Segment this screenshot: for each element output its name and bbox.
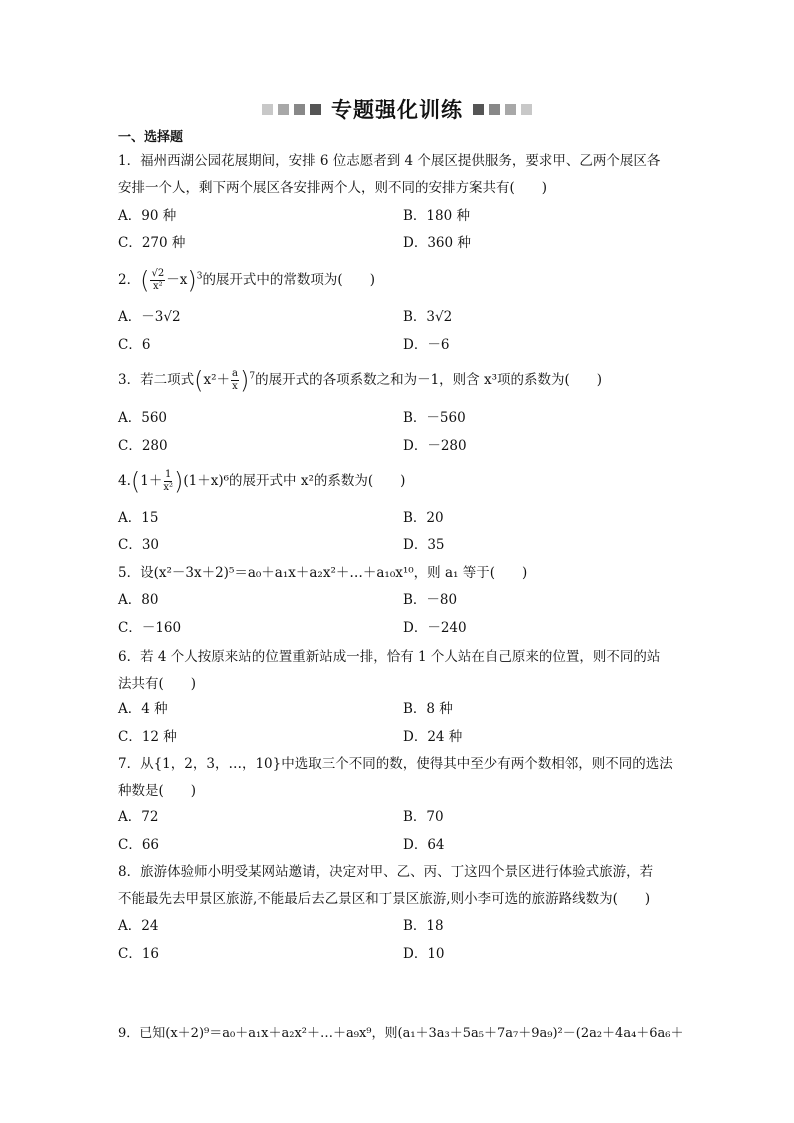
expression-head: x²＋	[203, 372, 230, 388]
question-text: 的展开式中的常数项为( )	[202, 272, 375, 288]
page-header	[0, 94, 794, 124]
question-text-line: 6．若 4 个人按原来站的位置重新站成一排，恰有 1 个人站在自己原来的位置，则不同的站	[118, 649, 661, 665]
option-b: B．－80	[403, 592, 458, 608]
option-c: C．－160	[118, 620, 182, 636]
question-prefix: 3．若二项式	[118, 372, 195, 388]
expression-head: 1＋	[140, 473, 163, 489]
question-number: 4.	[118, 473, 131, 489]
expression-tail: －x	[166, 272, 188, 288]
exponent: 3	[196, 271, 203, 282]
question-text-line: 法共有( )	[118, 676, 197, 692]
decor-square	[489, 104, 500, 115]
question-text-line: 1．福州西湖公园花展期间，安排 6 位志愿者到 4 个展区提供服务，要求甲、乙两个展区各	[118, 153, 661, 169]
question-text-line: 不能最先去甲景区旅游,不能最后去乙景区和丁景区旅游,则小李可选的旅游路线数为( )	[118, 891, 651, 907]
decor-square	[294, 104, 305, 115]
fraction-denominator: x²	[153, 281, 163, 292]
decor-square	[310, 104, 321, 115]
right-square-decoration	[473, 104, 532, 115]
fraction	[163, 469, 173, 494]
option-a: A．24	[118, 918, 159, 934]
question-text-line: 种数是( )	[118, 783, 197, 799]
question-8	[118, 859, 683, 913]
option-b: B．70	[403, 809, 444, 825]
left-paren: (	[130, 467, 141, 496]
fraction-denominator: x²	[163, 482, 174, 493]
question-text-line: 8．旅游体验师小明受某网站邀请，决定对甲、乙、丙、丁这四个景区进行体验式旅游，若	[118, 864, 654, 880]
option-b: B．－560	[403, 410, 466, 426]
question-6	[118, 644, 678, 698]
question-4	[118, 462, 678, 500]
question-text-line: 安排一个人，剩下两个展区各安排两个人，则不同的安排方案共有( )	[118, 180, 548, 196]
option-a: A．72	[118, 809, 159, 825]
fraction	[231, 368, 239, 393]
option-c: C．66	[118, 837, 160, 853]
decor-square	[473, 104, 484, 115]
right-paren: )	[239, 366, 250, 395]
right-paren: )	[187, 266, 197, 295]
option-d: D．－240	[403, 620, 467, 636]
fraction	[150, 268, 165, 293]
option-d: D．－280	[403, 438, 467, 454]
decor-square	[278, 104, 289, 115]
option-b: B．8 种	[403, 701, 453, 717]
option-c: C．270 种	[118, 235, 186, 251]
option-a: A．80	[118, 592, 159, 608]
option-c: C．280	[118, 438, 168, 454]
option-b: B．20	[403, 510, 444, 526]
option-d: D．24 种	[403, 729, 463, 745]
question-5: 5．设(x²－3x＋2)⁵＝a₀＋a₁x＋a₂x²＋…＋a₁₀x¹⁰，则 a₁ 等于( )	[118, 565, 528, 581]
option-d: D．360 种	[403, 235, 471, 251]
right-paren: )	[174, 467, 184, 496]
question-2	[118, 262, 678, 298]
section-heading: 一、选择题	[118, 130, 184, 145]
option-c: C．6	[118, 337, 151, 353]
option-a: A．560	[118, 410, 168, 426]
question-text: 的展开式的各项系数之和为－1，则含 x³项的系数为( )	[255, 372, 603, 388]
option-c: C．12 种	[118, 729, 177, 745]
option-b: B．180 种	[403, 208, 470, 224]
fraction-numerator: a	[232, 368, 238, 379]
left-paren: (	[194, 366, 204, 395]
option-d: D．10	[403, 946, 445, 962]
decor-square	[262, 104, 273, 115]
question-number: 2．	[118, 272, 141, 288]
option-c: C．30	[118, 537, 160, 553]
option-a: A．－3√2	[118, 309, 181, 325]
expression-tail: (1＋x)⁶的展开式中 x²的系数为( )	[183, 473, 406, 489]
question-1	[118, 148, 678, 202]
question-9: 9．已知(x＋2)⁹＝a₀＋a₁x＋a₂x²＋…＋a₉x⁹，则(a₁＋3a₃＋5a₅＋7a₇＋9a₉)²－(2a₂＋4a₄＋6a₆＋	[118, 1026, 684, 1041]
option-d: D．64	[403, 837, 445, 853]
decor-square	[505, 104, 516, 115]
left-square-decoration	[262, 104, 321, 115]
question-3	[118, 362, 678, 398]
option-a: A．4 种	[118, 701, 168, 717]
option-a: A．90 种	[118, 208, 177, 224]
exponent: 7	[249, 371, 256, 382]
option-a: A．15	[118, 510, 159, 526]
option-b: B．18	[403, 918, 444, 934]
question-7	[118, 751, 678, 805]
left-paren: (	[140, 266, 150, 295]
fraction-denominator: x	[232, 381, 238, 392]
option-b: B．3√2	[403, 309, 453, 325]
fraction-numerator: 1	[165, 469, 172, 480]
option-d: D．35	[403, 537, 445, 553]
fraction-numerator: √2	[151, 268, 165, 279]
question-text-line: 7．从{1，2，3，…，10}中选取三个不同的数，使得其中至少有两个数相邻，则不同的选法	[118, 756, 673, 772]
page-title: 专题强化训练	[331, 98, 463, 122]
option-c: C．16	[118, 946, 160, 962]
option-d: D．－6	[403, 337, 450, 353]
decor-square	[521, 104, 532, 115]
